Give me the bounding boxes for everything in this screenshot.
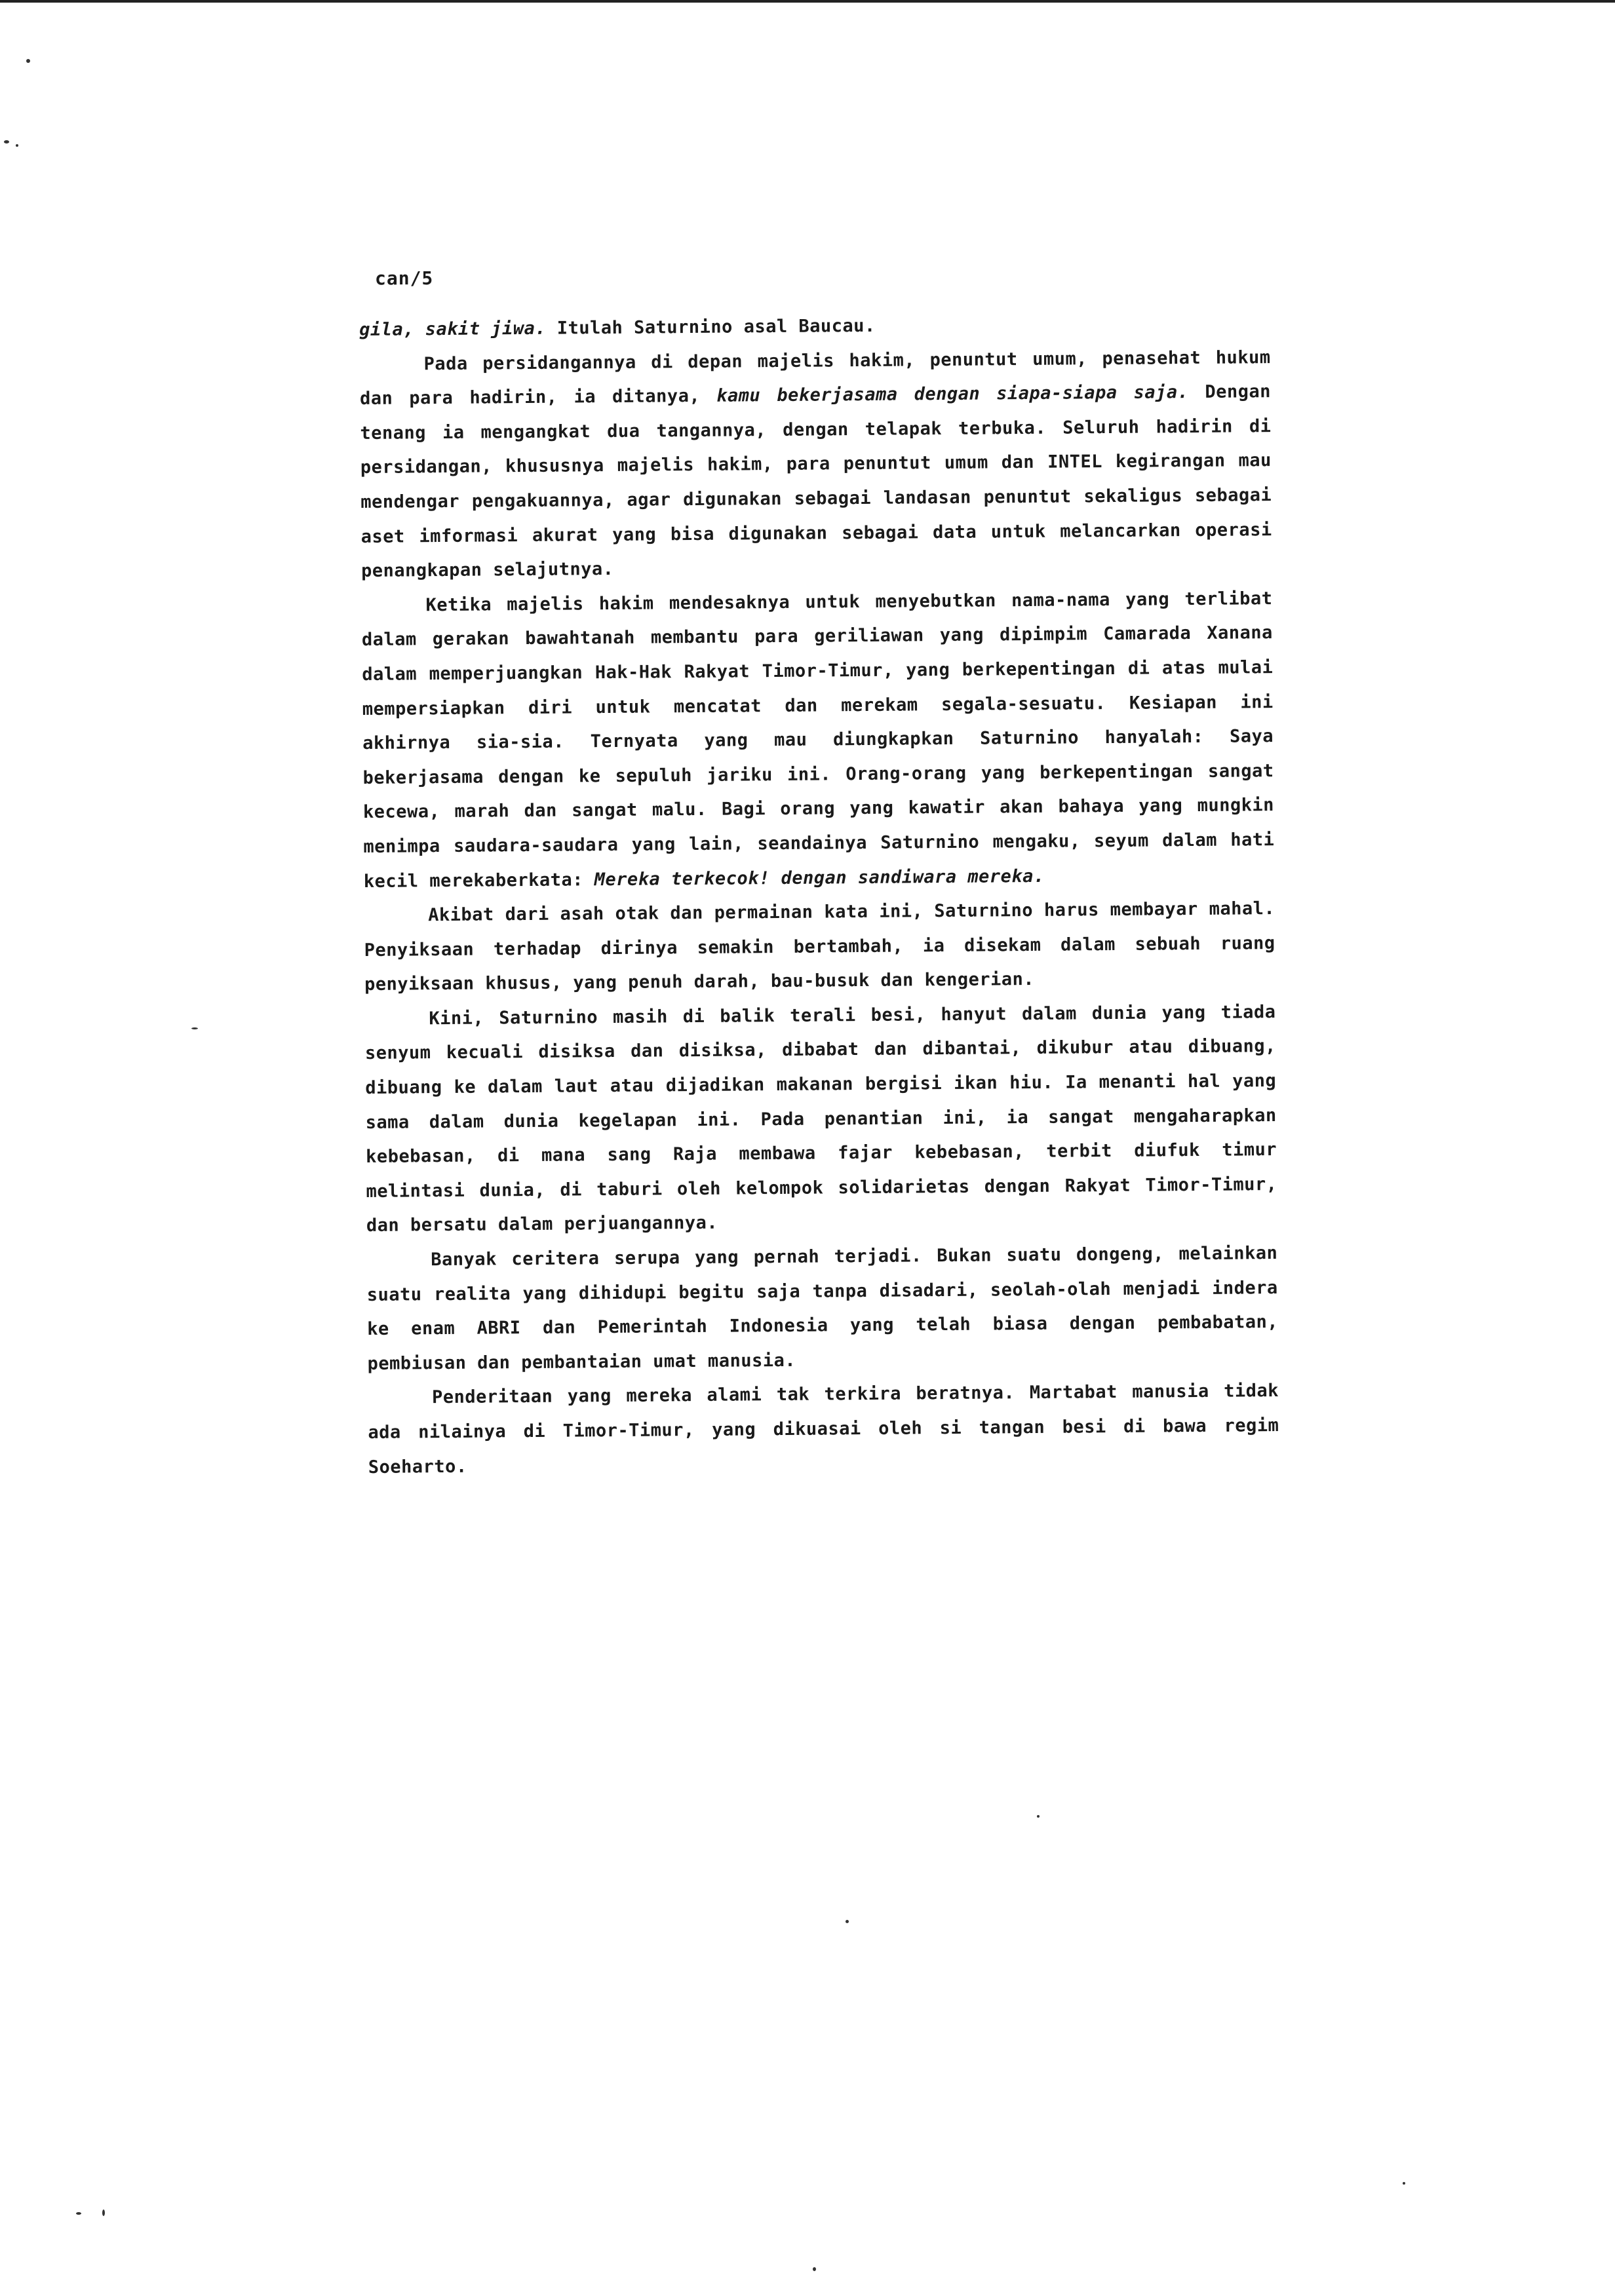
scan-top-edge [0,0,1615,3]
text-segment: Penderitaan yang mereka alami tak terkira beratnya. Martabat manusia tidak ada nilainya di Timor-Timur, yang dikuasai oleh si tangan besi di bawa regim Soeharto. [368,1381,1279,1478]
text-segment: Itulah Saturnino asal Baucau. [545,315,876,339]
text-segment: Banyak ceritera serupa yang pernah terjadi. Bukan suatu dongeng, melainkan suatu realita yang dihidupi begitu saja tanpa disadari, seolah-olah menjadi indera ke enam ABRI dan Pemerintah Indonesia yang telah biasa dengan pembabatan, pembiusan dan pembantaian umat manusia. [366,1243,1279,1374]
paragraph [368,1374,1279,1485]
paragraph [366,1236,1279,1381]
paragraph [359,341,1272,589]
scan-speck [26,59,30,63]
paragraph [361,582,1275,899]
text-segment: Ketika majelis hakim mendesaknya untuk menyebutkan nama-nama yang terlibat dalam gerakan bawahtanah membantu para geriliawan yang dipimpim Camarada Xanana dalam memperjuangkan Hak-Hak Rakyat Timor-Timur, yang berkepentingan di atas mulai mempersiapkan diri untuk mencatat dan merekam segala-sesuatu. Kesiapan ini akhirnya sia-sia. Ternyata yang mau diungkapkan Saturnino hanyalah: Saya bekerjasama dengan ke sepuluh jariku ini. Orang-orang yang berkepentingan sangat kecewa, marah dan sangat malu. Bagi orang yang kawatir akan bahaya yang mungkin menimpa saudara-saudara yang lain, seandainya Saturnino mengaku, seyum dalam hati kecil merekaberkata: [361,588,1275,892]
text-segment: Kini, Saturnino masih di balik terali besi, hanyut dalam dunia yang tiada senyum kecuali disiksa dan disiksa, dibabat dan dibantai, dikubur atau dibuang, dibuang ke dalam laut atau dijadikan makanan bergisi ikan hiu. Ia menanti hal yang sama dalam dunia kegelapan ini. Pada penantian ini, ia sangat mengaharapkan kebebasan, di mana sang Raja membawa fajar kebebasan, terbit diufuk timur melintasi dunia, di taburi oleh kelompok solidarietas dengan Rakyat Timor-Timur, dan bersatu dalam perjuangannya. [364,1001,1277,1236]
text-segment: Pada persidangannya di depan majelis hakim, penuntut umum, penasehat hukum dan para hadirin, ia ditanya, [359,347,1271,410]
paragraph [364,995,1277,1244]
scan-speck [813,2267,816,2271]
scan-speck [846,1920,849,1923]
paragraph [364,892,1275,1003]
text-segment-italic: kamu bekerjasama dengan siapa-siapa saja. [716,382,1189,406]
document-body [359,306,1279,1485]
scan-speck [1037,1815,1040,1818]
scan-speck [102,2210,105,2216]
scan-speck [16,144,18,147]
scan-speck [76,2212,81,2215]
text-segment: Akibat dari asah otak dan permainan kata ini, Saturnino harus membayar mahal. Penyiksaan terhadap dirinya semakin bertambah, ia disekam dalam sebuah ruang penyiksaan khusus, yang penuh darah, bau-busuk dan kengerian. [364,898,1275,995]
scan-speck [191,1027,198,1029]
text-segment: Dengan tenang ia mengangkat dua tangannya, dengan telapak terbuka. Seluruh hadirin di persidangan, khususnya majelis hakim, para penuntut umum dan INTEL kegirangan mau mendengar pengakuannya, agar digunakan sebagai landasan penuntut sekaligus sebagai aset imformasi akurat yang bisa digunakan sebagai data untuk melancarkan operasi penangkapan selajutnya. [360,381,1272,582]
text-segment-italic: gila, sakit jiwa. [359,318,547,340]
scan-speck [1403,2182,1405,2185]
page-number-header: can/5 [375,267,434,289]
scan-speck [4,140,9,144]
text-segment-italic: Mereka terkecok! dengan sandiwara mereka. [594,866,1045,890]
